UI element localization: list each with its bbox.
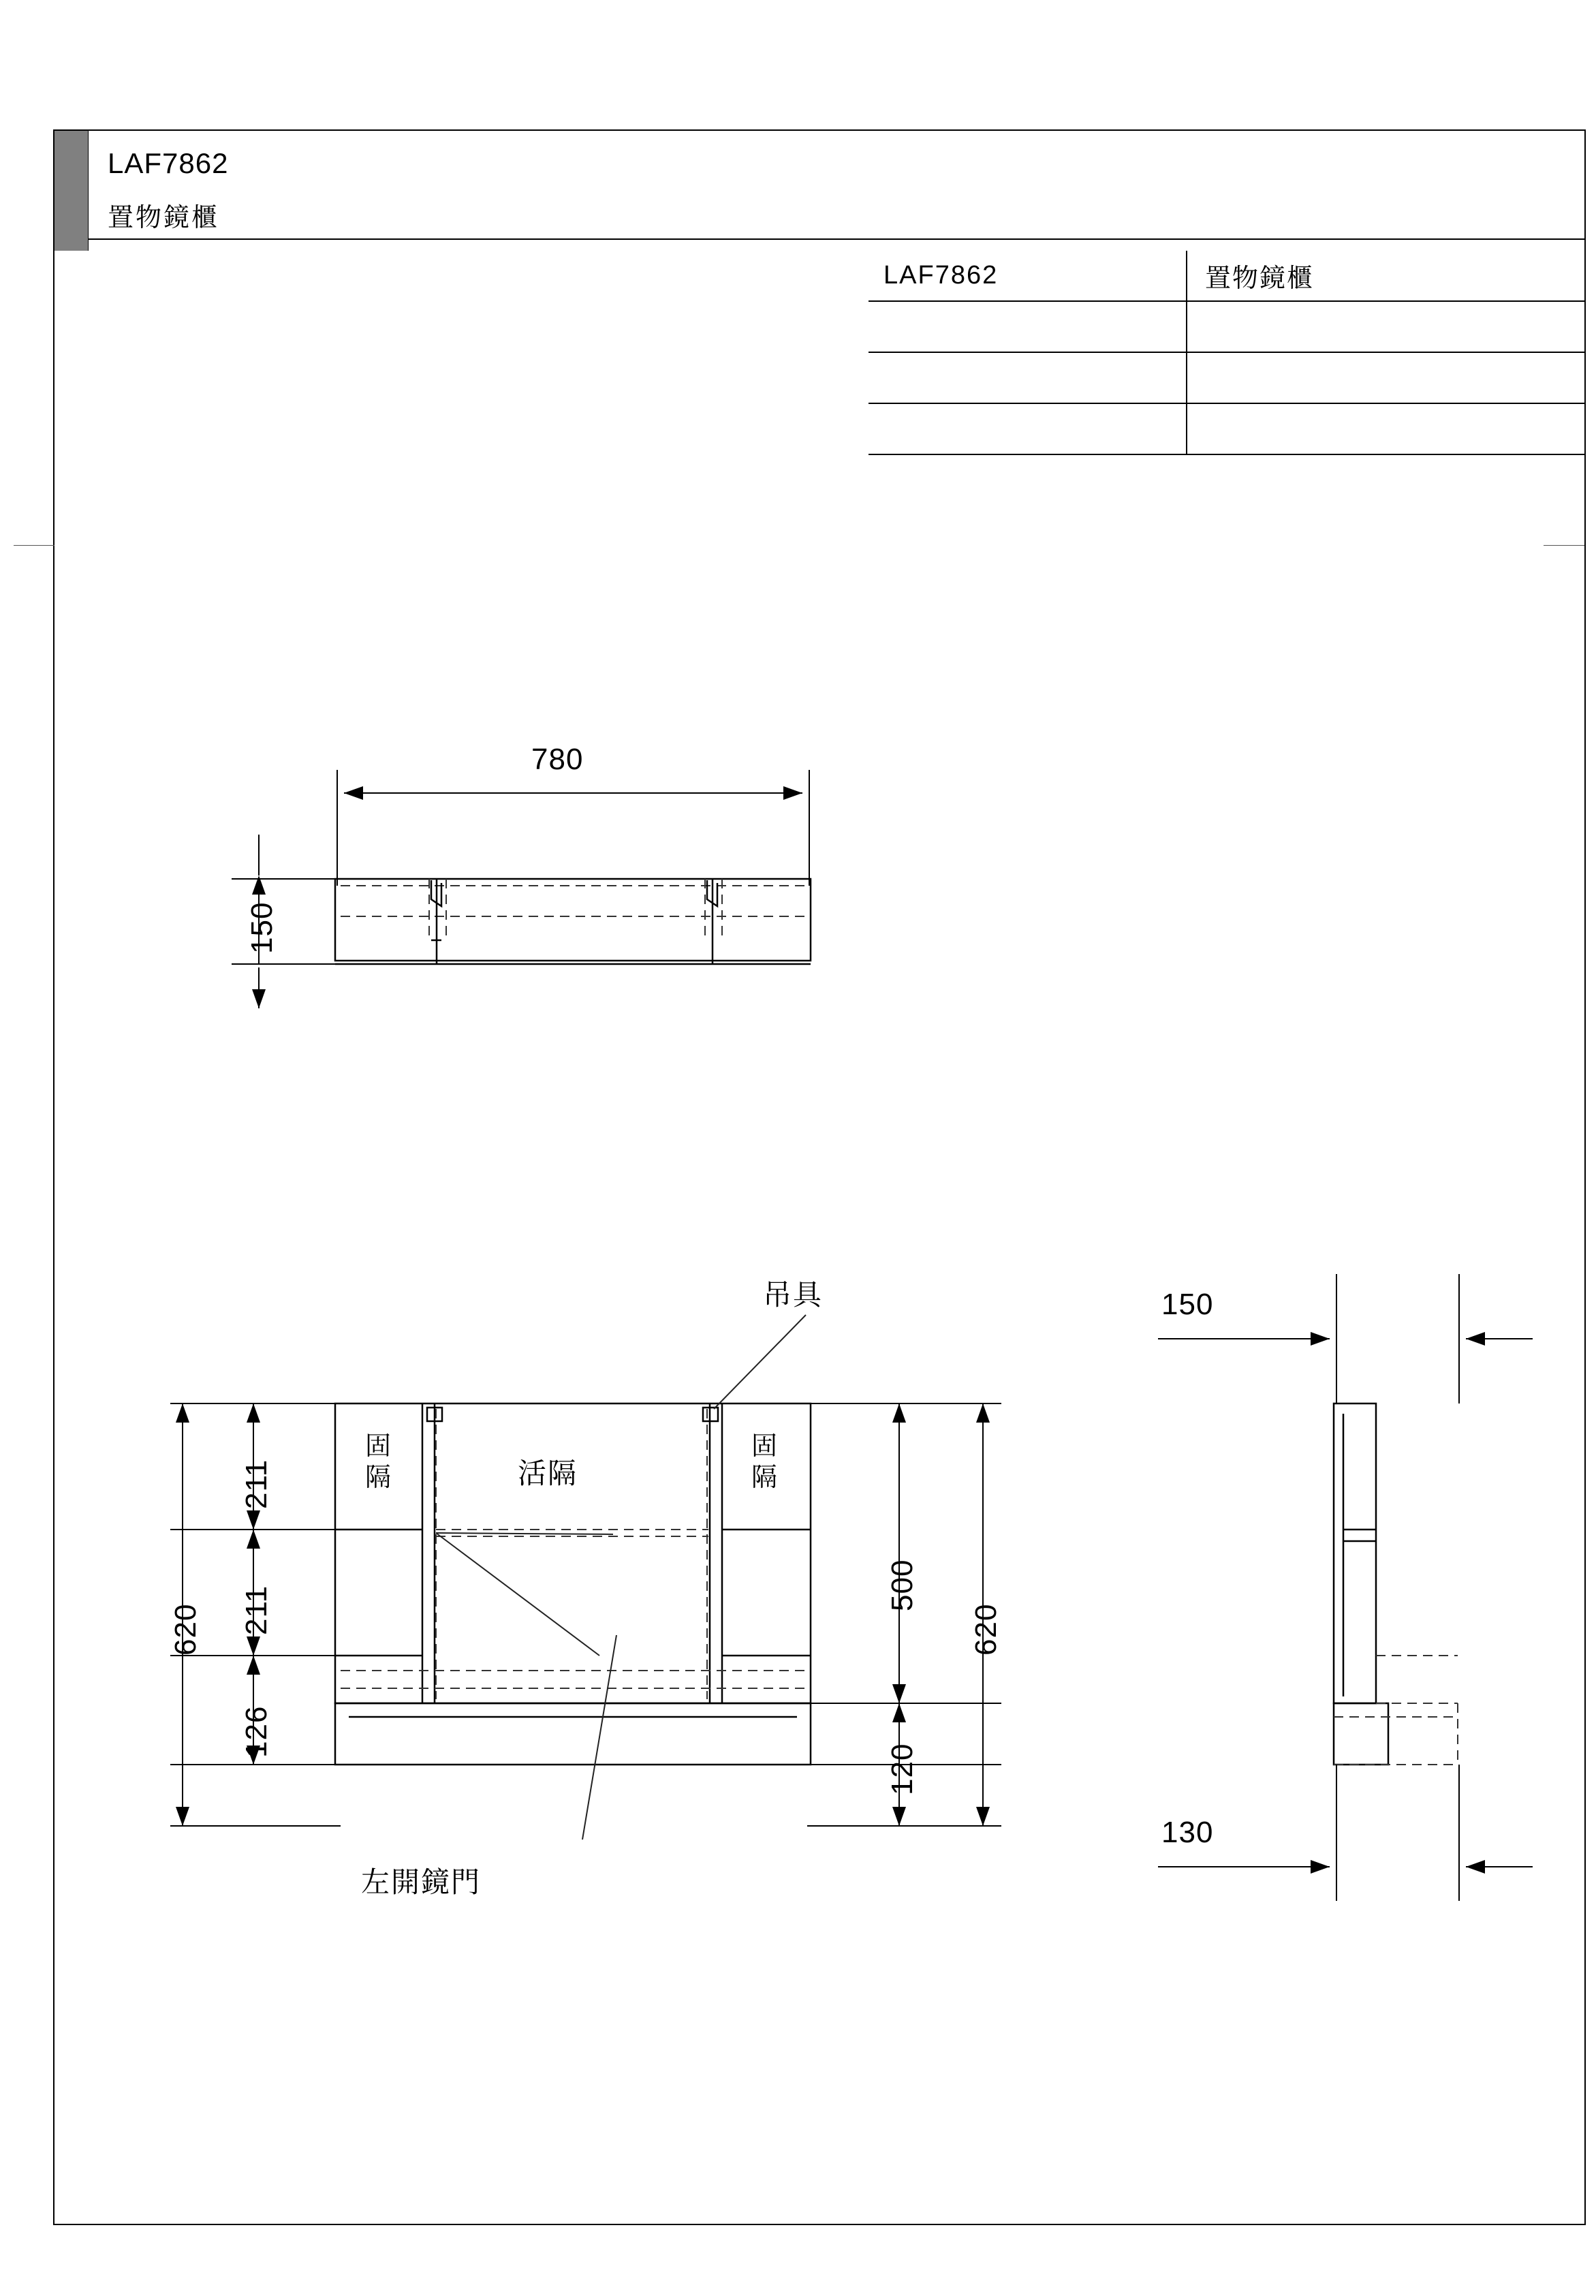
cell-text: LAF7862 (883, 261, 999, 290)
dim-front-middle-section: 211 (240, 1585, 273, 1635)
label-fixed-divider-left: 固 隔 (364, 1432, 391, 1492)
table-row (869, 251, 1584, 302)
table-cell-code (869, 353, 1187, 403)
table-cell-name (1187, 404, 1584, 454)
title-block-table (869, 251, 1584, 455)
table-cell-name (1187, 353, 1584, 403)
dim-front-upper-section: 211 (240, 1459, 273, 1509)
label-fixed-divider-right: 固 隔 (751, 1432, 777, 1492)
label-hanger: 吊具 (763, 1279, 824, 1311)
header-product-code: LAF7862 (108, 147, 229, 179)
frame-center-tick-left (14, 545, 54, 546)
dim-front-lower-section: 126 (240, 1705, 273, 1758)
dim-front-base-shelf: 120 (886, 1743, 919, 1795)
dim-side-depth-top: 150 (1161, 1288, 1214, 1321)
table-row (869, 404, 1584, 455)
header-band (54, 131, 1584, 240)
table-cell-name (1187, 302, 1584, 352)
table-cell-code (869, 404, 1187, 454)
table-cell-code (869, 302, 1187, 352)
table-row (869, 302, 1584, 353)
dim-front-overall-right: 620 (969, 1603, 1003, 1656)
dim-top-width-value: 780 (531, 743, 584, 776)
cell-text: 置物鏡櫃 (1205, 264, 1315, 293)
table-cell-code (869, 251, 1187, 300)
dim-top-depth-value: 150 (245, 901, 279, 954)
table-cell-name (1187, 251, 1584, 300)
dim-side-depth-bottom: 130 (1161, 1816, 1214, 1849)
header-product-name: 置物鏡櫃 (108, 204, 220, 232)
label-adjustable-divider: 活隔 (518, 1457, 578, 1489)
frame-center-tick-right (1544, 545, 1584, 546)
header-hatch-marker (54, 131, 89, 251)
dim-front-overall-left: 620 (169, 1603, 202, 1656)
label-left-open-mirror-door: 左開鏡門 (361, 1866, 482, 1898)
table-row (869, 353, 1584, 404)
dim-front-cabinet-body: 500 (886, 1559, 919, 1611)
